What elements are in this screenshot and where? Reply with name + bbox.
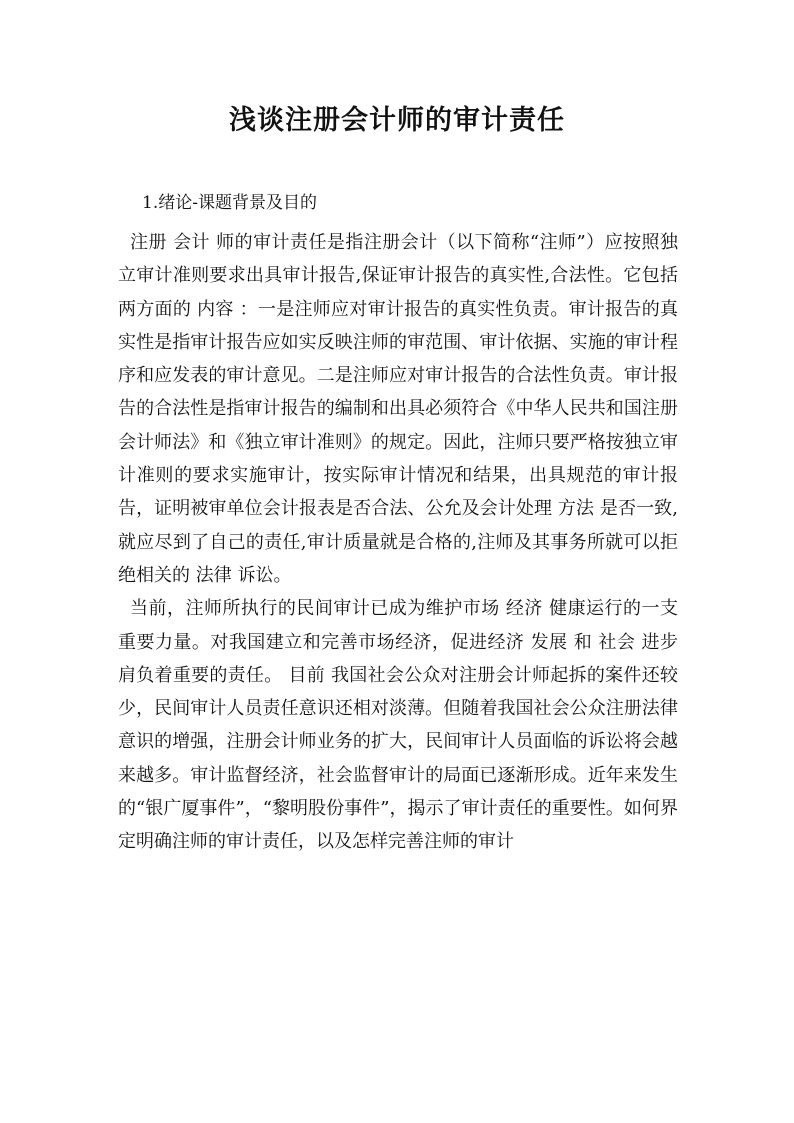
document-body <box>118 226 678 859</box>
paragraph-2: 当前，注师所执行的民间审计已成为维护市场 经济 健康运行的一支重要力量。对我国建立和完善市场经济，促进经济 发展 和 社会 进步肩负着重要的责任。 目前 我国社会公众对注册会计师起拆的案件还较少，民间审计人员责任意识还相对淡薄。但随着我国社会公众注册法律意识的增强，注册会计师业务的扩大，民间审计人员面临的诉讼将会越来越多。审计监督经济，社会监督审计的局面已逐渐形成。近年来发生的“银广厦事件”，“黎明股份事件”，揭示了审计责任的重要性。如何界定明确注师的审计责任，以及怎样完善注师的审计 <box>118 598 678 853</box>
section-heading: 1.绪论-课题背景及目的 <box>142 193 317 213</box>
paragraph-1: 注册 会计 师的审计责任是指注册会计（以下简称“注师”）应按照独立审计准则要求出具审计报告,保证审计报告的真实性,合法性。它包括两方面的 内容 ：一是注师应对审计报告的真实性负责。审计报告的真实性是指审计报告应如实反映注师的审范围、审计依据、实施的审计程序和应发表的审计意见。二是注师应对审计报告的合法性负责。审计报告的合法性是指审计报告的编制和出具必须符合《中华人民共和国注册会计师法》和《独立审计准则》的规定。因此，注师只要严格按独立审计准则的要求实施审计，按实际审计情况和结果，出具规范的审计报告，证明被审单位会计报表是否合法、公允及会计处理 方法 是否一致,就应尽到了自己的责任,审计质量就是合格的,注师及其事务所就可以拒绝相关的 法律 诉讼。 <box>118 232 678 586</box>
document-title: 浅谈注册会计师的审计责任 <box>229 105 565 136</box>
